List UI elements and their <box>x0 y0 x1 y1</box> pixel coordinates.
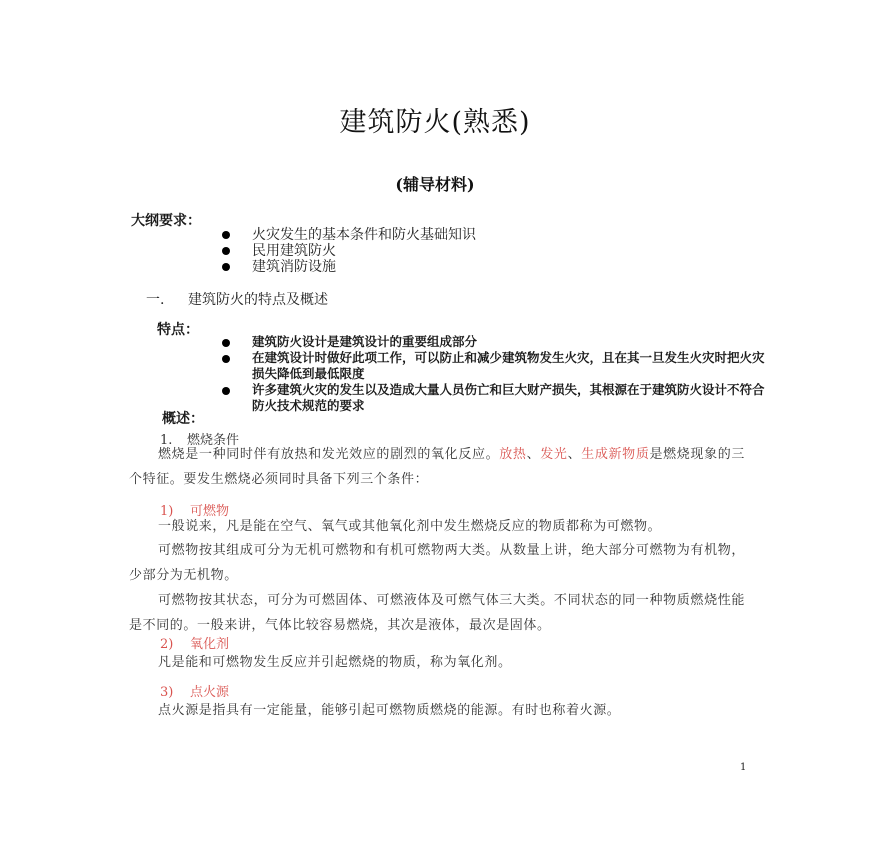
item-title: 燃烧条件 <box>187 433 240 448</box>
feature-item: 许多建筑火灾的发生以及造成大量人员伤亡和巨大财产损失，其根源在于建筑防火设计不符合防火技术规范的要求 <box>222 382 772 414</box>
outline-list <box>222 227 476 275</box>
bullet-icon <box>222 247 230 255</box>
features-label: 特点： <box>157 322 199 338</box>
section-number: 一. <box>146 292 165 308</box>
outline-label: 大纲要求： <box>131 213 201 229</box>
condition-heading: 1) 可燃物 <box>160 504 230 519</box>
highlight-text: 生成新物质 <box>581 447 650 462</box>
paragraph: 凡是能和可燃物发生反应并引起燃烧的物质，称为氧化剂。 <box>158 655 512 670</box>
condition-heading: 2) 氧化剂 <box>160 637 230 652</box>
feature-item: 建筑防火设计是建筑设计的重要组成部分 <box>222 334 772 350</box>
bullet-icon <box>222 387 230 395</box>
page-number: 1 <box>740 762 747 773</box>
features-list <box>222 334 772 414</box>
section-title: 建筑防火的特点及概述 <box>188 292 328 308</box>
paragraph-combustion: 燃烧是一种同时伴有放热和发光效应的剧烈的氧化反应。放热、发光、生成新物质是燃烧现象的三个特征。要发生燃烧必须同时具备下列三个条件： <box>129 447 745 487</box>
outline-item: 建筑消防设施 <box>222 259 476 275</box>
bullet-icon <box>222 355 230 363</box>
bullet-icon <box>222 339 230 347</box>
paragraph: 可燃物按其状态，可分为可燃固体、可燃液体及可燃气体三大类。不同状态的同一种物质燃烧性能是不同的。一般来讲，气体比较容易燃烧，其次是液体，最次是固体。 <box>129 593 745 633</box>
section-heading <box>146 289 328 309</box>
document-subtitle: (辅导材料) <box>395 175 475 194</box>
overview-label: 概述： <box>162 411 204 427</box>
paragraph: 可燃物按其组成可分为无机可燃物和有机可燃物两大类。从数量上讲，绝大部分可燃物为有机物，少部分为无机物。 <box>129 543 745 583</box>
bullet-icon <box>222 263 230 271</box>
paragraph: 一般说来，凡是能在空气、氧气或其他氧化剂中发生燃烧反应的物质都称为可燃物。 <box>158 519 662 534</box>
bullet-icon <box>222 231 230 239</box>
highlight-text: 放热 <box>499 447 527 462</box>
outline-item: 民用建筑防火 <box>222 243 476 259</box>
feature-item: 在建筑设计时做好此项工作，可以防止和减少建筑物发生火灾，且在其一旦发生火灾时把火灾损失降低到最低限度 <box>222 350 772 382</box>
paragraph: 点火源是指具有一定能量，能够引起可燃物质燃烧的能源。有时也称着火源。 <box>158 703 621 718</box>
highlight-text: 发光 <box>540 447 568 462</box>
document-title: 建筑防火(熟悉) <box>339 107 531 138</box>
condition-heading: 3) 点火源 <box>160 685 230 700</box>
outline-item: 火灾发生的基本条件和防火基础知识 <box>222 227 476 243</box>
item-number: 1. <box>160 433 173 448</box>
